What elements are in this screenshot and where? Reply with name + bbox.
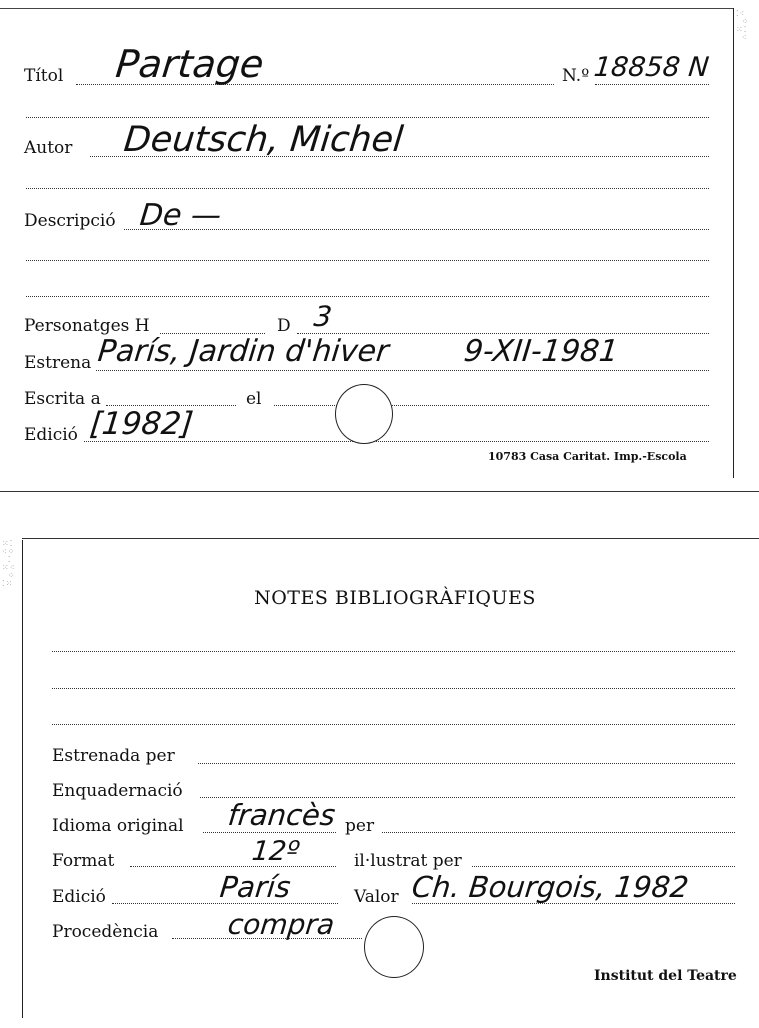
printer-imprint: 10783 Casa Caritat. Imp.-Escola: [488, 450, 687, 463]
descripcio-line-3: [26, 296, 709, 297]
edicio-back-value: París: [218, 870, 293, 904]
personatges-label: Personatges H: [24, 316, 150, 336]
idioma-line: [203, 832, 336, 833]
format-label: Format: [52, 851, 115, 871]
idioma-per-line: [382, 832, 735, 833]
scan-noise: ⁚⁖ ⁘ ⁙⁚ ⁖: [736, 9, 750, 42]
estrenada-line: [198, 763, 735, 764]
autor-label: Autor: [24, 138, 73, 158]
punch-hole-circle-back: [364, 916, 424, 978]
illustrat-line: [472, 866, 735, 867]
personatges-d-value: 3: [312, 300, 334, 333]
scan-noise-back: ⁙⁚ ⁖⁘ ⁚ ⁙⁖ ⁘ ⁚⁙: [2, 539, 16, 588]
punch-hole-circle: [335, 384, 393, 444]
idioma-value: francès: [226, 798, 337, 832]
estrena-date: 9-XII-1981: [462, 334, 621, 369]
escrita-el-label: el: [246, 389, 262, 409]
estrena-value: París, Jardin d'hiver: [96, 334, 391, 369]
format-value: 12º: [250, 836, 301, 867]
card-edge-top: [0, 8, 734, 9]
titol-value: Partage: [113, 42, 266, 86]
notes-line-2: [52, 688, 735, 689]
numero-label: N.º: [562, 66, 590, 86]
edicio-label: Edició: [24, 425, 78, 445]
scan-separator: [0, 491, 759, 492]
notes-line-3: [52, 724, 735, 725]
notes-line-1: [52, 651, 735, 652]
procedencia-label: Procedència: [52, 922, 159, 942]
procedencia-value: compra: [226, 908, 336, 941]
enquadernacio-label: Enquadernació: [52, 781, 183, 801]
valor-label: Valor: [354, 887, 399, 907]
edicio-back-label: Edició: [52, 887, 106, 907]
descripcio-line-2: [26, 260, 709, 261]
idioma-label: Idioma original: [52, 816, 184, 836]
titol-line-2: [26, 117, 709, 118]
escrita-label: Escrita a: [24, 389, 101, 409]
estrenada-label: Estrenada per: [52, 746, 175, 766]
illustrat-label: il·lustrat per: [354, 851, 462, 871]
descripcio-label: Descripció: [24, 211, 116, 231]
institut-imprint: Institut del Teatre: [594, 968, 737, 984]
descripcio-value: De —: [138, 198, 223, 233]
valor-value: Ch. Bourgois, 1982: [410, 870, 691, 904]
card-edge-top-back: [22, 538, 759, 539]
numero-line: [595, 84, 709, 85]
edicio-value: [1982]: [88, 406, 195, 442]
estrena-line: [96, 370, 709, 371]
format-line: [130, 866, 336, 867]
estrena-label: Estrena: [24, 353, 92, 373]
autor-line-2: [26, 188, 709, 189]
card-edge-left-back: [22, 540, 23, 1018]
card-edge-right: [733, 8, 734, 478]
notes-heading: NOTES BIBLIOGRÀFIQUES: [254, 587, 536, 609]
personatges-d-label: D: [277, 316, 291, 336]
autor-value: Deutsch, Michel: [121, 120, 406, 160]
titol-label: Títol: [24, 66, 64, 86]
numero-value: 18858 N: [592, 52, 711, 83]
idioma-per-label: per: [345, 816, 375, 836]
